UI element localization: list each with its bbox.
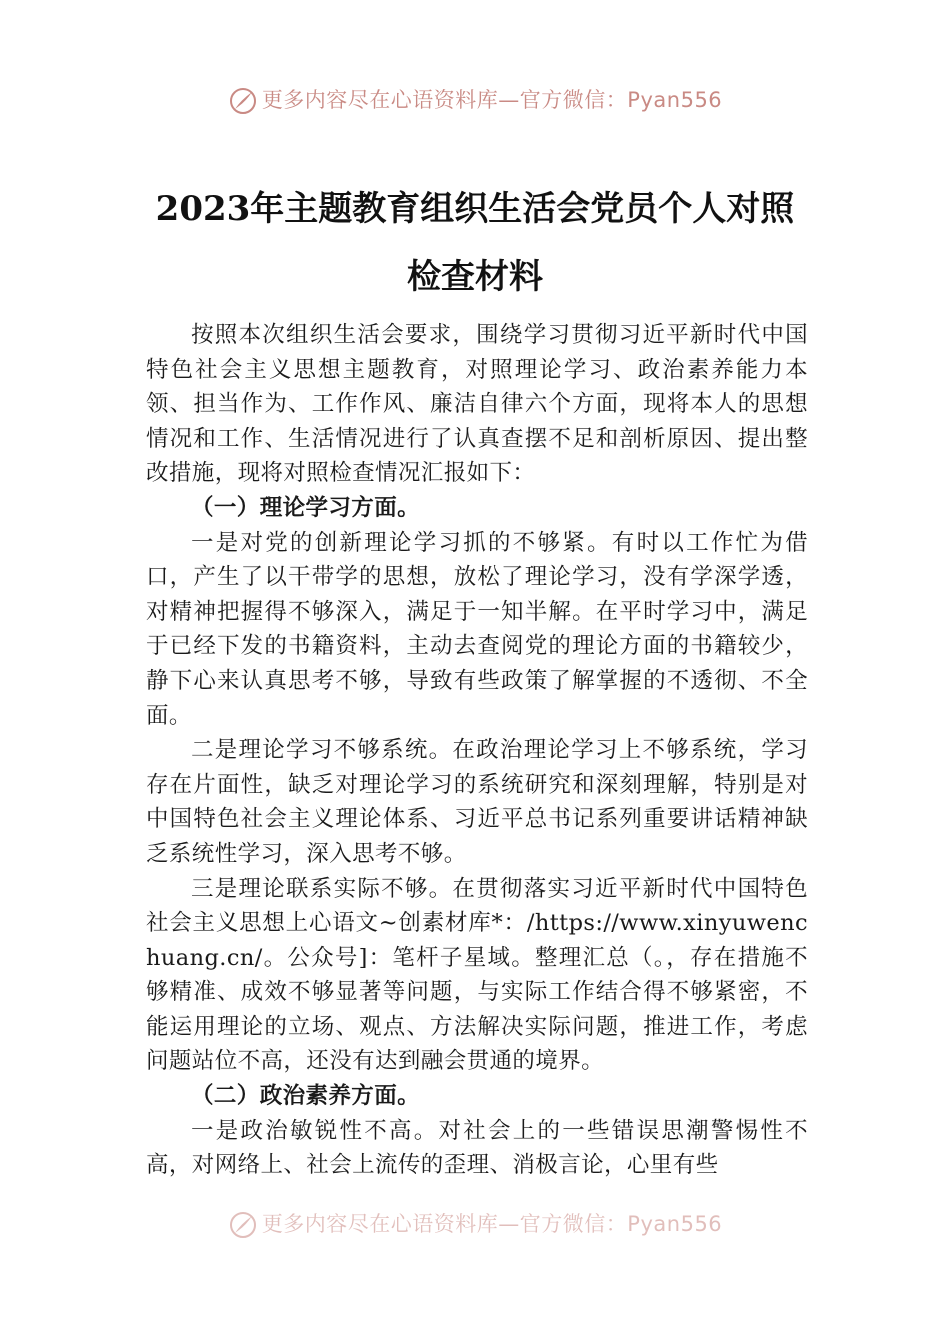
watermark-text: 更多内容尽在心语资料库—官方微信：Pyan556 [261,88,723,112]
watermark-footer [0,1208,950,1240]
document-body [146,318,808,1202]
section1-heading: （一）理论学习方面。 [191,494,421,521]
section2-heading: （二）政治素养方面。 [191,1083,421,1110]
section2-paragraph-1: 一是政治敏锐性不高。对社会上的一些错误思潮警惕性不高，对网络上、社会上流传的歪理、消极言论，心里有些 [146,1117,808,1179]
brush-logo-icon [228,86,258,116]
watermark-text: 更多内容尽在心语资料库—官方微信：Pyan556 [261,1212,723,1236]
watermark-header [0,84,950,116]
brush-logo-icon [228,1210,258,1240]
document-title-line1: 2023年主题教育组织生活会党员个人对照 [155,189,795,229]
section1-paragraph-3: 三是理论联系实际不够。在贯彻落实习近平新时代中国特色社会主义思想上心语文~创素材库*：/https://www.xinyuwenchuang.cn/。公众号]：笔杆子星域。整理汇总（。，存在措施不够精准、成效不够显著等问题，与实际工作结合得不够紧密，不能运用理论的立场、观点、方法解决实际问题，推进工作，考虑问题站位不高，还没有达到融会贯通的境界。 [146,875,808,1075]
section1-paragraph-2: 二是理论学习不够系统。在政治理论学习上不够系统，学习存在片面性，缺乏对理论学习的系统研究和深刻理解，特别是对中国特色社会主义理论体系、习近平总书记系列重要讲话精神缺乏系统性学习，深入思考不够。 [146,737,808,867]
section1-paragraph-1: 一是对党的创新理论学习抓的不够紧。有时以工作忙为借口，产生了以干带学的思想，放松了理论学习，没有学深学透，对精神把握得不够深入，满足于一知半解。在平时学习中，满足于已经下发的书籍资料，主动去查阅党的理论方面的书籍较少，静下心来认真思考不够，导致有些政策了解掌握的不透彻、不全面。 [146,529,808,729]
document-title-line2: 检查材料 [407,257,543,297]
intro-paragraph: 按照本次组织生活会要求，围绕学习贯彻习近平新时代中国特色社会主义思想主题教育，对照理论学习、政治素养能力本领、担当作为、工作作风、廉洁自律六个方面，现将本人的思想情况和工作、生活情况进行了认真查摆不足和剖析原因、提出整改措施，现将对照检查情况汇报如下： [146,322,808,487]
